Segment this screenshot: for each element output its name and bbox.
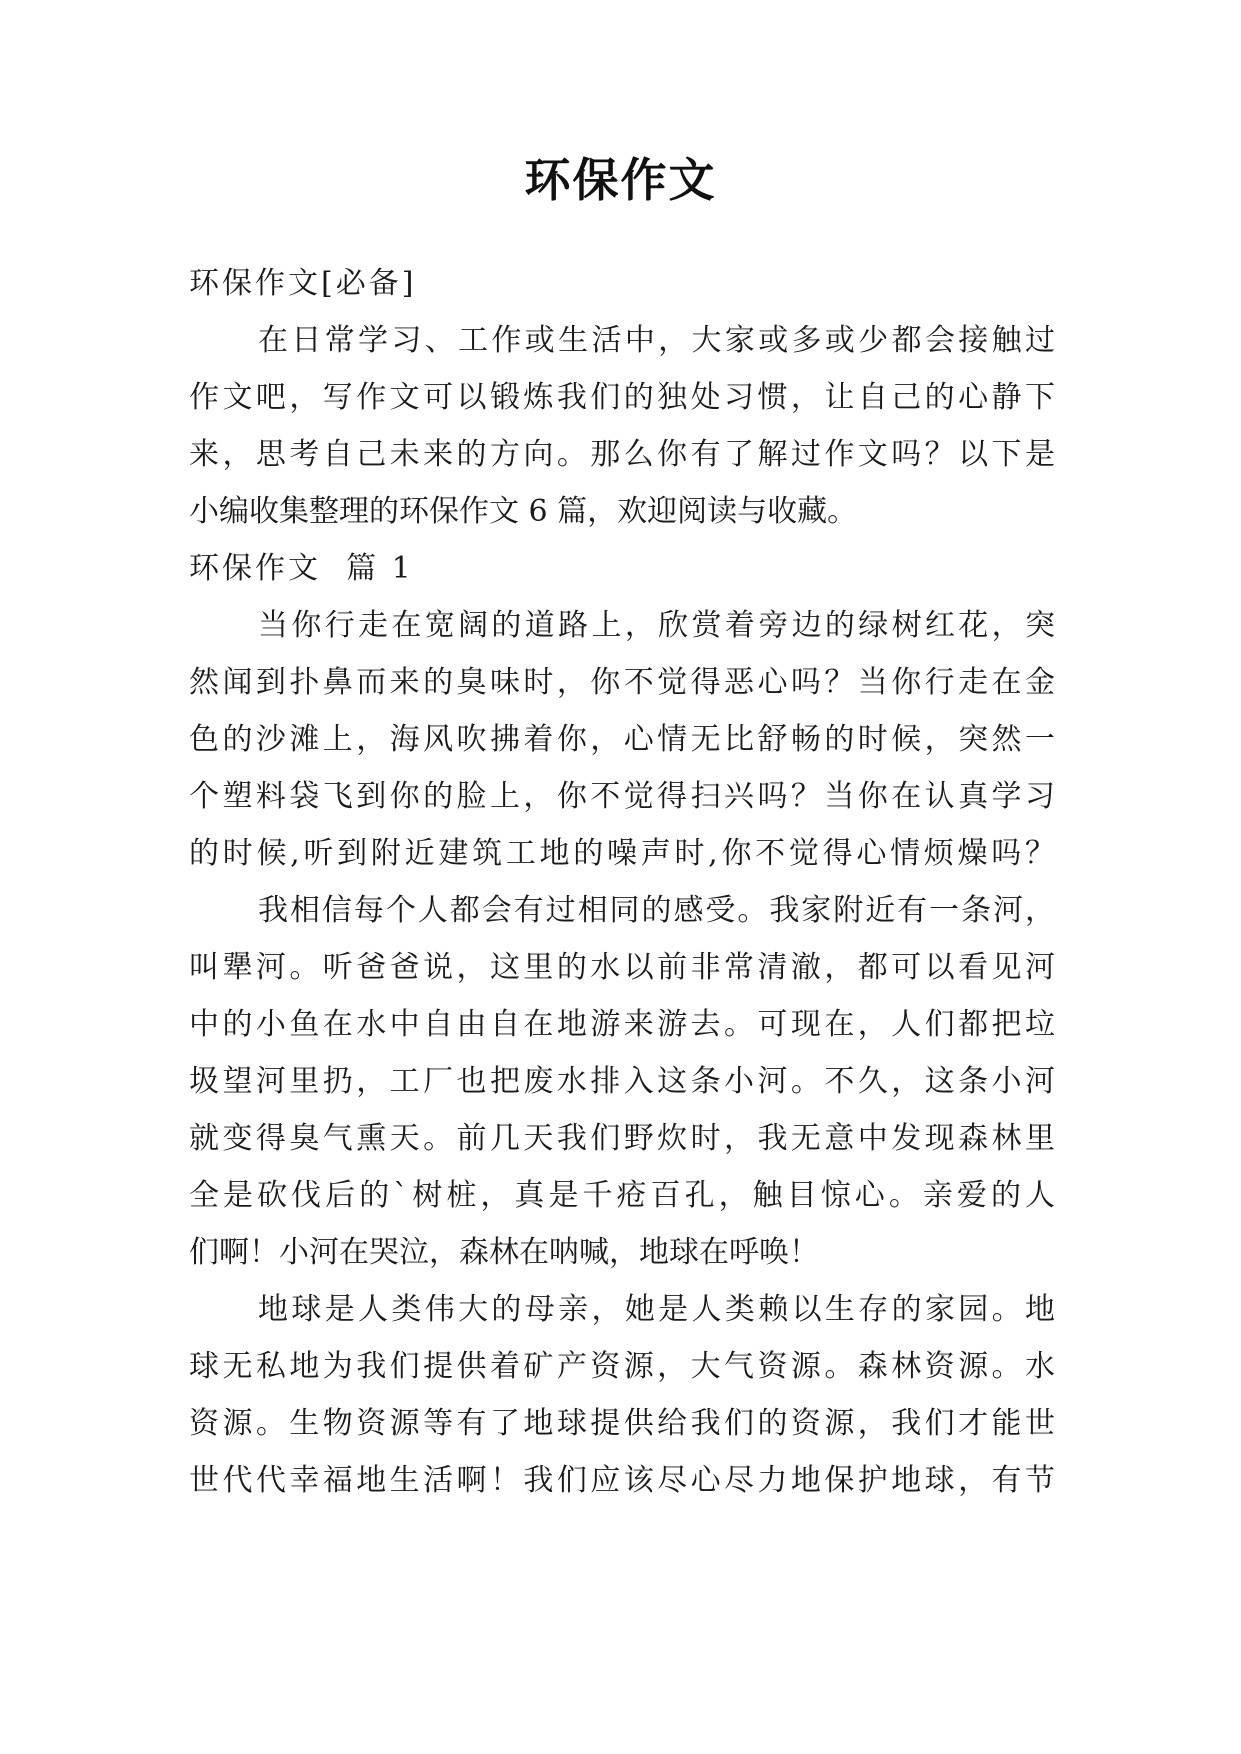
paragraph-line: 然闻到扑鼻而来的臭味时，你不觉得恶心吗？当你行走在金 <box>189 665 1055 700</box>
paragraph-line: 当你行走在宽阔的道路上，欣赏着旁边的绿树红花，突 <box>258 608 1055 643</box>
intro-paragraph <box>189 312 1055 540</box>
paragraph-line: 资源。生物资源等有了地球提供给我们的资源，我们才能世 <box>189 1406 1055 1441</box>
intro-line: 来，思考自己未来的方向。那么你有了解过作文吗？以下是 <box>189 437 1055 472</box>
paragraph-line: 们啊！小河在哭泣，森林在呐喊，地球在呼唤！ <box>189 1235 819 1270</box>
intro-line: 作文吧，写作文可以锻炼我们的独处习惯，让自己的心静下 <box>189 380 1055 415</box>
document-title: 环保作文 <box>524 153 717 207</box>
paragraph-line: 个塑料袋飞到你的脸上，你不觉得扫兴吗？当你在认真学习 <box>189 779 1055 814</box>
paragraph-line: 圾望河里扔，工厂也把废水排入这条小河。不久，这条小河 <box>189 1064 1055 1099</box>
paragraph-2 <box>189 882 1055 1281</box>
paragraph-line: 球无私地为我们提供着矿产资源，大气资源。森林资源。水 <box>189 1349 1055 1384</box>
paragraph-3 <box>189 1281 1055 1509</box>
section-heading: 环保作文 篇 1 <box>189 551 414 586</box>
subtitle: 环保作文[必备] <box>189 266 417 301</box>
paragraph-line: 世代代幸福地生活啊！我们应该尽心尽力地保护地球，有节 <box>189 1463 1055 1498</box>
paragraph-line: 就变得臭气熏天。前几天我们野炊时，我无意中发现森林里 <box>189 1121 1055 1156</box>
paragraph-line: 我相信每个人都会有过相同的感受。我家附近有一条河， <box>258 893 1055 928</box>
paragraph-line: 的时候,听到附近建筑工地的噪声时,你不觉得心情烦燥吗？ <box>189 836 1055 871</box>
paragraph-line: 全是砍伐后的`树桩，真是千疮百孔，触目惊心。亲爱的人 <box>189 1178 1055 1213</box>
intro-line: 小编收集整理的环保作文 6 篇，欢迎阅读与收藏。 <box>189 494 858 529</box>
intro-line: 在日常学习、工作或生活中，大家或多或少都会接触过 <box>258 323 1055 358</box>
paragraph-line: 地球是人类伟大的母亲，她是人类赖以生存的家园。地 <box>258 1292 1055 1327</box>
paragraph-line: 中的小鱼在水中自由自在地游来游去。可现在，人们都把垃 <box>189 1007 1055 1042</box>
paragraph-line: 叫犟河。听爸爸说，这里的水以前非常清澈，都可以看见河 <box>189 950 1055 985</box>
paragraph-line: 色的沙滩上，海风吹拂着你，心情无比舒畅的时候，突然一 <box>189 722 1055 757</box>
paragraph-1 <box>189 597 1055 882</box>
document-body <box>189 255 1055 1509</box>
